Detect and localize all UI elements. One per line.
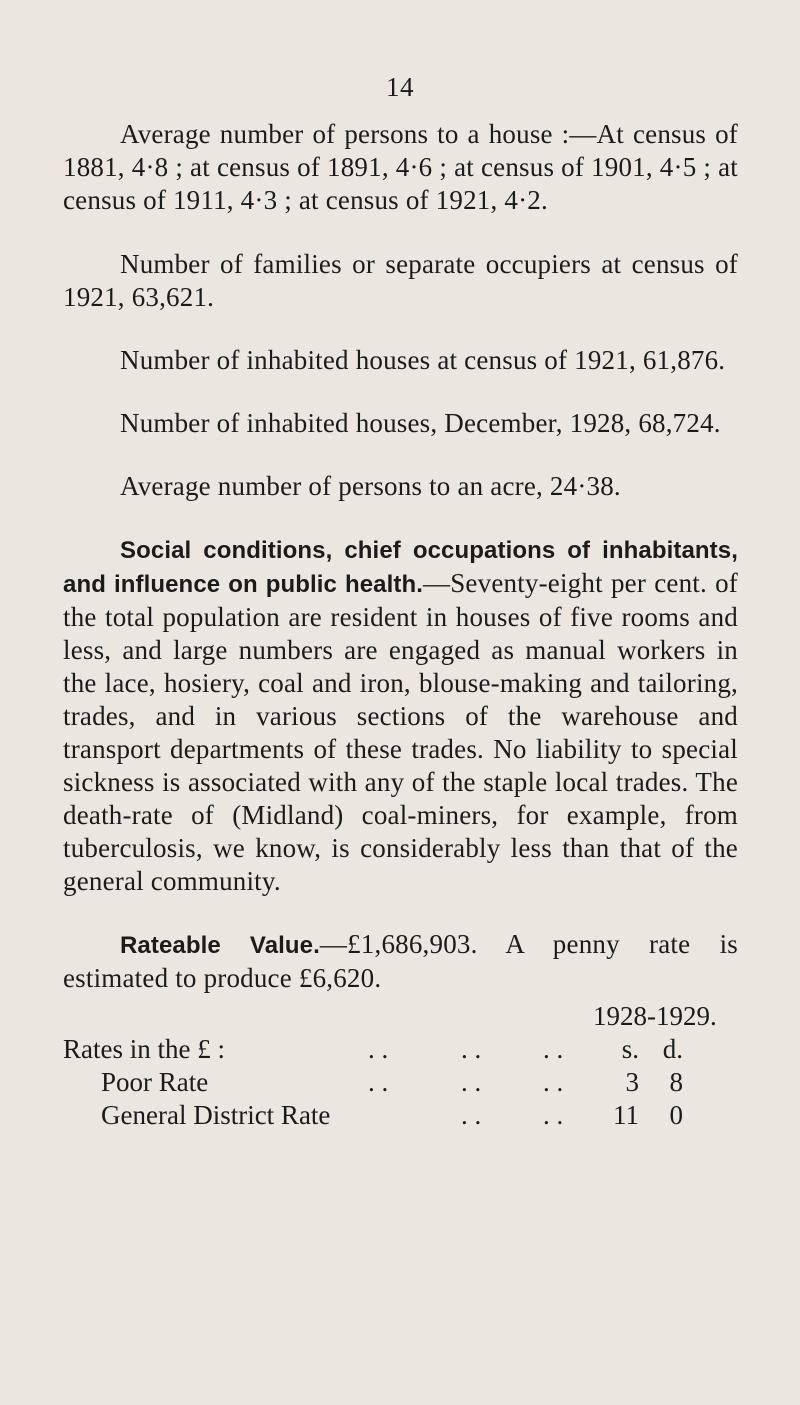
pence-value: 0 <box>669 1100 683 1130</box>
paragraph-persons-per-house: Average number of persons to a house :—At census of 1881, 4·8 ; at census of 1891, 4·6 ; at census of 1901, 4·5 ; at census of 1911, 4·3 ; at census of 1921, 4·2. <box>63 119 738 215</box>
paragraph-houses-1921: Number of inhabited houses at census of 1921, 61,876. <box>120 345 726 375</box>
paragraph-persons-per-acre: Average number of persons to an acre, 24·38. <box>120 471 621 501</box>
leader-dots: . . <box>368 1067 389 1097</box>
rates-row-label: Rates in the £ : <box>63 1034 225 1064</box>
leader-dots: . . <box>461 1100 482 1130</box>
paragraph-families: Number of families or separate occupiers at census of 1921, 63,621. <box>63 249 738 312</box>
shillings-value: 11 <box>613 1100 639 1130</box>
rates-row-header <box>63 1033 743 1066</box>
leader-dots: . . <box>461 1034 482 1064</box>
paragraph-houses-1928: Number of inhabited houses, December, 1928, 68,724. <box>120 408 721 438</box>
rateable-value-text: —£1,686,903. A penny rate is estimated to produce £6,620. <box>63 929 738 993</box>
leader-dots: . . <box>543 1100 564 1130</box>
leader-dots: . . <box>543 1067 564 1097</box>
pence-value: 8 <box>669 1067 683 1097</box>
leader-dots: . . <box>461 1067 482 1097</box>
shillings-header: s. <box>621 1034 639 1064</box>
rates-row-general-district-rate <box>63 1099 743 1132</box>
rates-year: 1928-1929. <box>593 1001 717 1031</box>
rates-row-poor-rate <box>63 1066 743 1099</box>
rates-row-label: Poor Rate <box>101 1067 209 1097</box>
leader-dots: . . <box>368 1034 389 1064</box>
pence-header: d. <box>662 1034 683 1064</box>
body-text <box>63 118 738 1025</box>
shillings-value: 3 <box>625 1067 639 1097</box>
section-heading-social-conditions: Social conditions, chief occupations of inhabitants, and influence on public health. <box>63 537 738 598</box>
social-conditions-text: —Seventy-eight per cent. of the total population are resident in houses of five rooms and less, and large numbers are engaged as manual workers in the lace, hosiery, coal and iron, blouse-making and tailoring, trades, and in various sections of the warehouse and transport departments of these trades. No liability to special sickness is associated with any of the staple local trades. The death-rate of (Midland) coal-miners, for example, from tuberculosis, we know, is considerably less than that of the general community. <box>63 568 738 896</box>
leader-dots: . . <box>543 1034 564 1064</box>
page-number: 14 <box>386 72 414 102</box>
rates-row-label: General District Rate <box>101 1100 331 1130</box>
paragraph-rateable-value <box>63 928 738 995</box>
paragraph-social-conditions <box>63 533 738 898</box>
section-heading-rateable-value: Rateable Value. <box>120 932 320 959</box>
